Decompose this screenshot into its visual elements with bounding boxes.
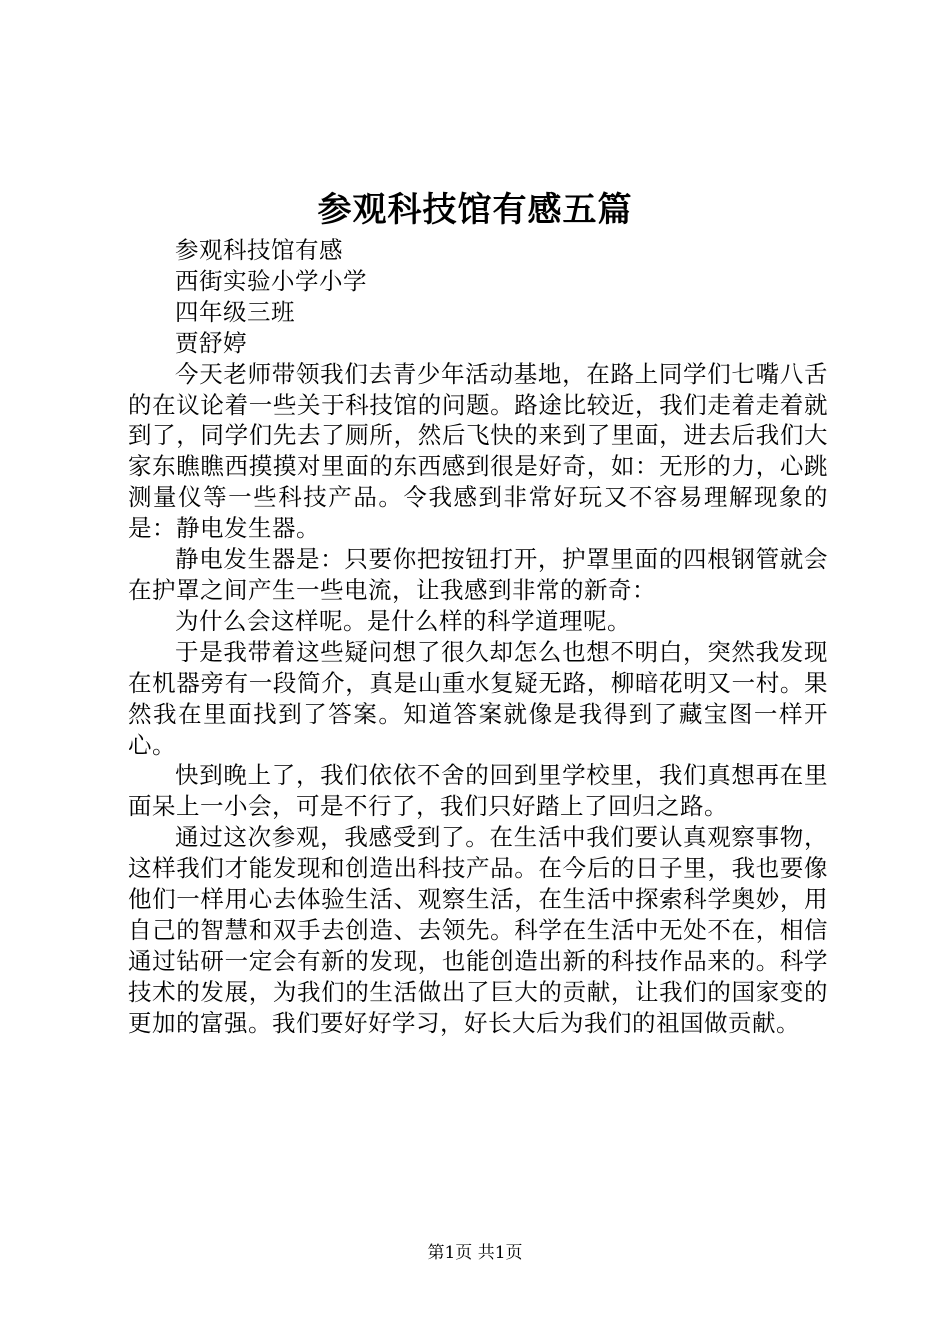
body-paragraph: 通过这次参观，我感受到了。在生活中我们要认真观察事物，这样我们才能发现和创造出科技产品。在今后的日子里，我也要像他们一样用心去体验生活、观察生活，在生活中探索科学奥妙，用自己的智慧和双手去创造、去领先。科学在生活中无处不在，相信通过钻研一定会有新的发现，也能创造出新的科技作品来的。科学技术的发展，为我们的生活做出了巨大的贡献，让我们的国家变的更加的富强。我们要好好学习，好长大后为我们的祖国做贡献。	[128, 823, 828, 1037]
body-paragraph: 为什么会这样呢。是什么样的科学道理呢。	[175, 606, 631, 635]
body-paragraph: 今天老师带领我们去青少年活动基地，在路上同学们七嘴八舌的在议论着一些关于科技馆的问题。路途比较近，我们走着走着就到了，同学们先去了厕所，然后飞快的来到了里面，进去后我们大家东瞧瞧西摸摸对里面的东西感到很是好奇，如：无形的力，心跳测量仪等一些科技产品。令我感到非常好玩又不容易理解现象的是：静电发生器。	[128, 359, 828, 543]
document-title: 参观科技馆有感五篇	[317, 190, 633, 230]
class-paragraph: 四年级三班	[175, 297, 295, 326]
author-paragraph: 贾舒婷	[175, 328, 247, 357]
body-paragraph: 静电发生器是：只要你把按钮打开，护罩里面的四根钢管就会在护罩之间产生一些电流，让我感到非常的新奇：	[128, 545, 828, 604]
body-paragraph: 快到晚上了，我们依依不舍的回到里学校里，我们真想再在里面呆上一小会，可是不行了，我们只好踏上了回归之路。	[128, 761, 828, 821]
school-paragraph: 西街实验小学小学	[175, 266, 367, 295]
subtitle-paragraph: 参观科技馆有感	[175, 236, 343, 264]
page-number-footer: 第1页 共1页	[427, 1243, 523, 1263]
body-paragraph: 于是我带着这些疑问想了很久却怎么也想不明白，突然我发现在机器旁有一段简介，真是山重水复疑无路，柳暗花明又一村。果然我在里面找到了答案。知道答案就像是我得到了藏宝图一样开心。	[128, 637, 828, 759]
document-body	[128, 235, 828, 1039]
